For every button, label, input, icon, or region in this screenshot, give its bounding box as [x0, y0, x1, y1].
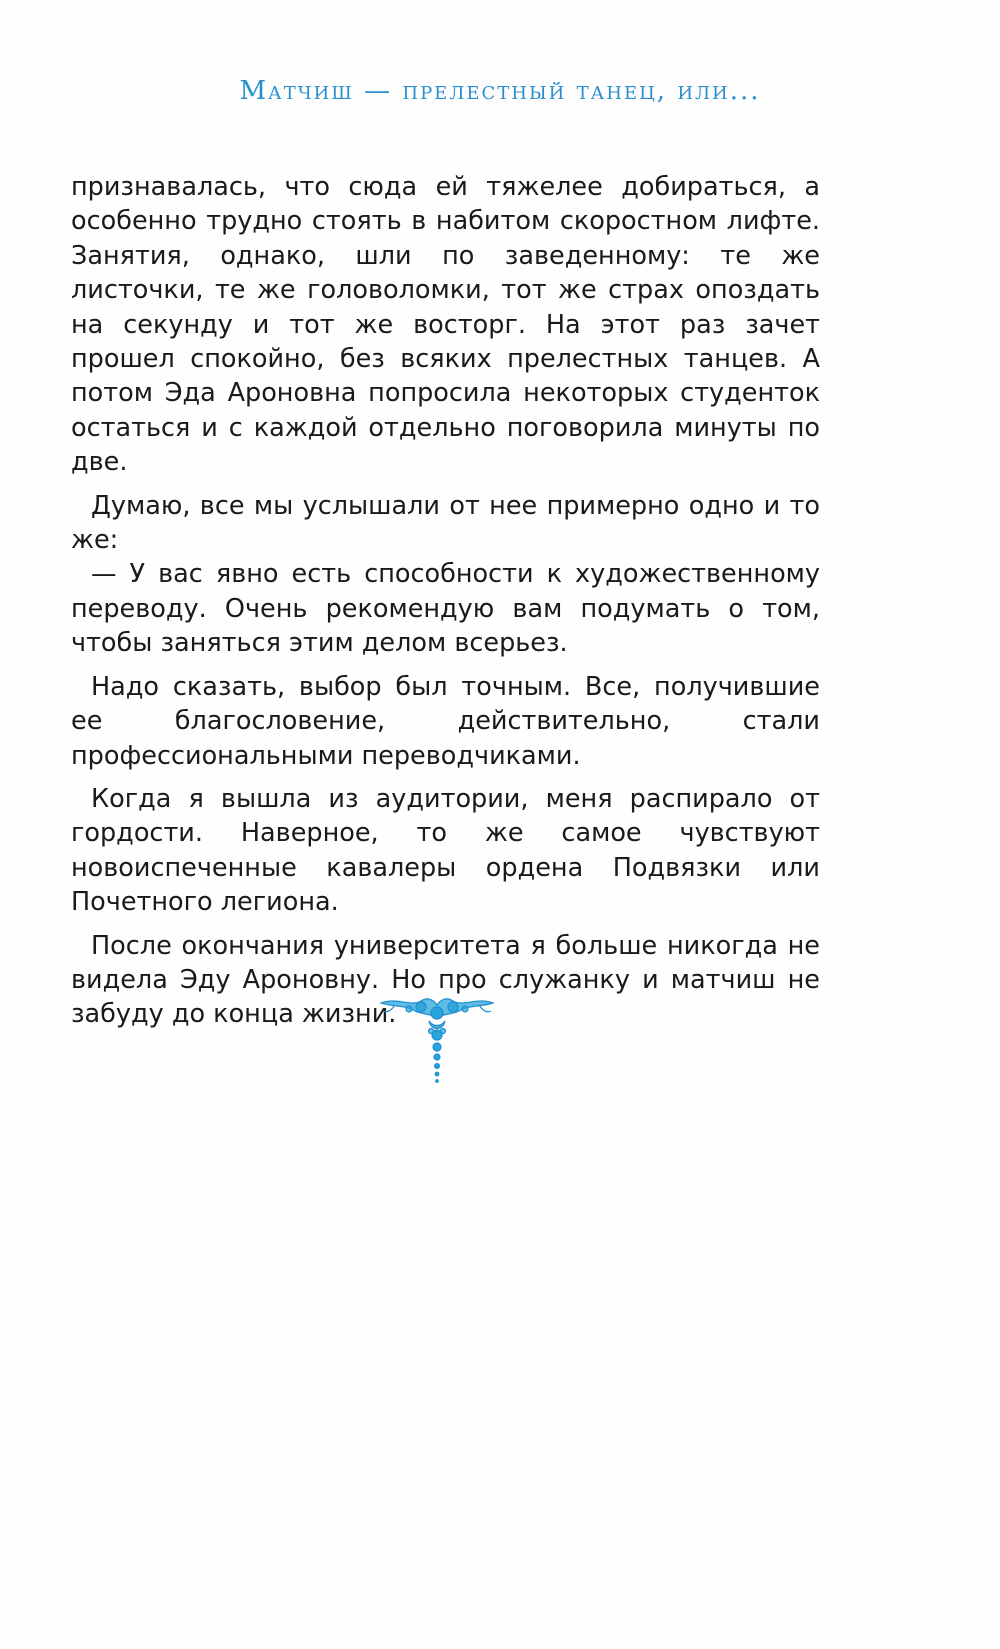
body-text: [71, 170, 820, 1032]
running-head: Матчиш — прелестный танец, или...: [239, 76, 761, 106]
paragraph-continued: признавалась, что сюда ей тяжелее добираться, а особенно трудно стоять в набитом скоростном лифте. Занятия, однако, шли по заведенному: те же листочки, те же головоломки, тот же страх опоздать на секунду и тот же восторг. На этот раз зачет прошел спокойно, без всяких прелестных танцев. А потом Эда Ароновна попросила некоторых студенток остаться и с каждой отдельно поговорила минуты по две.: [71, 172, 820, 478]
paragraph: После окончания университета я больше никогда не видела Эду Ароновну. Но про служанку и матчиш не забуду до конца жизни.: [71, 930, 820, 1030]
paragraph: Когда я вышла из аудитории, меня распирало от гордости. Наверное, то же самое чувствуют новоиспеченные кавалеры ордена Подвязки или Почетного легиона.: [71, 783, 820, 918]
paragraph: Надо сказать, выбор был точным. Все, получившие ее благословение, действительно, стали профессиональными переводчиками.: [71, 671, 820, 771]
paragraph: Думаю, все мы услышали от нее примерно одно и то же:: [71, 490, 820, 556]
floral-vignette-icon: [377, 995, 497, 1095]
paragraph-quote: — У вас явно есть способности к художественному переводу. Очень рекомендую вам подумать о том, чтобы заняться этим делом всерьез.: [71, 559, 820, 659]
